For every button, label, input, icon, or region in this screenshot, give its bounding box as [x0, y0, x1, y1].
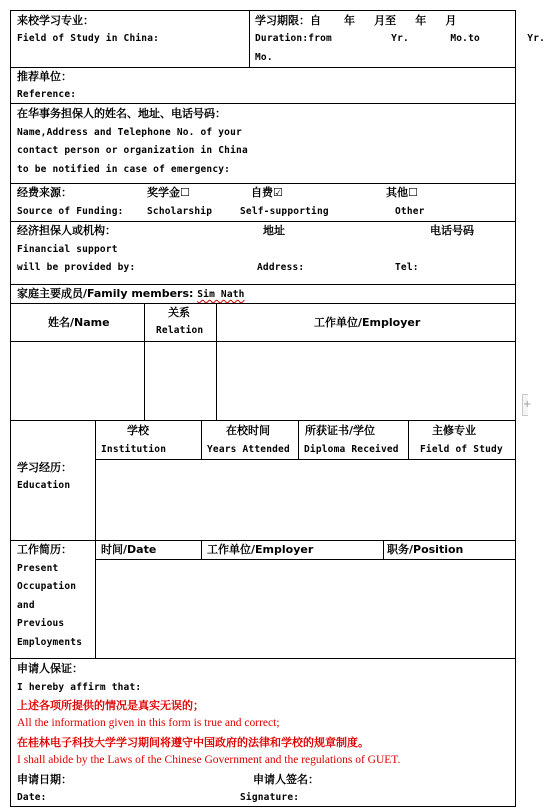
employment-col-position: 职务/Position: [387, 543, 464, 556]
duration-label-en: Duration:from Yr. Mo.to Yr.: [255, 33, 545, 44]
family-member-name: Sim Nath: [197, 289, 245, 300]
major-label-cn: 来校学习专业：: [17, 14, 94, 27]
employment-label-en-3: and: [17, 600, 35, 611]
pledge-statement-en-1: All the information given in this form is true and correct;: [17, 717, 280, 729]
signature-label-en: Signature:: [240, 792, 300, 803]
family-members-title: 家庭主要成员/Family members:: [17, 287, 194, 300]
divider: [11, 540, 515, 541]
pledge-label-en: I hereby affirm that:: [17, 682, 142, 693]
sponsor-label-en-line1: Financial support: [17, 244, 118, 255]
side-marker[interactable]: [522, 394, 532, 416]
apply-date-label-cn: 申请日期：: [17, 773, 72, 786]
education-label-en: Education: [17, 480, 71, 491]
edu-col-field-en: Field of Study: [420, 444, 503, 455]
funding-label-en: Source of Funding:: [17, 206, 124, 217]
divider: [298, 420, 299, 459]
sponsor-label-en-line2: will be provided by:: [17, 262, 136, 273]
self-supporting-checkbox[interactable]: 自费☑: [251, 186, 283, 199]
apply-date-label-en: Date:: [17, 792, 47, 803]
divider: [216, 303, 217, 420]
divider: [95, 459, 515, 460]
pledge-statement-cn-1: 上述各项所提供的情况是真实无误的；: [17, 699, 204, 712]
family-col-employer: 工作单位/Employer: [314, 316, 421, 329]
signature-label-cn: 申请人签名：: [253, 773, 319, 786]
employment-col-date: 时间/Date: [101, 543, 157, 556]
application-form: [10, 10, 545, 807]
divider: [144, 303, 145, 420]
scholarship-label: Scholarship: [147, 206, 213, 217]
employment-label-en-4: Previous: [17, 618, 65, 629]
employment-col-employer: 工作单位/Employer: [207, 543, 314, 556]
divider: [95, 420, 96, 658]
education-label-cn: 学习经历：: [17, 461, 72, 474]
divider: [201, 420, 202, 459]
contact-label-en-line2: contact person or organization in China: [17, 145, 248, 156]
edu-col-institution-cn: 学校: [127, 424, 149, 437]
divider: [383, 540, 384, 559]
divider: [11, 658, 515, 659]
major-label-en: Field of Study in China:: [17, 33, 160, 44]
scholarship-checkbox[interactable]: 奖学金☐: [147, 186, 190, 199]
pledge-statement-cn-2: 在桂林电子科技大学学习期间将遵守中国政府的法律和学校的规章制度。: [17, 736, 369, 749]
edu-col-field-cn: 主修专业: [432, 424, 476, 437]
employment-label-en-1: Present: [17, 563, 59, 574]
divider: [11, 221, 515, 222]
divider: [11, 183, 515, 184]
edu-col-institution-en: Institution: [101, 444, 167, 455]
contact-label-en-line1: Name,Address and Telephone No. of your: [17, 127, 242, 138]
divider: [11, 284, 515, 285]
other-checkbox[interactable]: 其他☐: [386, 186, 418, 199]
sponsor-address-label-cn: 地址: [263, 224, 285, 237]
employment-label-en-5: Employments: [17, 637, 83, 648]
divider: [11, 420, 515, 421]
sponsor-tel-label-en: Tel:: [395, 262, 419, 273]
divider: [95, 559, 515, 560]
edu-col-diploma-en: Diploma Received: [304, 444, 399, 455]
funding-label-cn: 经费来源：: [17, 186, 72, 199]
divider: [249, 11, 250, 67]
family-col-relation-cn: 关系: [168, 306, 190, 319]
employment-label-cn: 工作简历：: [17, 543, 72, 556]
duration-label-cn: 学习期限：自 年 月至 年 月: [255, 14, 457, 27]
edu-col-years-cn: 在校时间: [226, 424, 270, 437]
self-supporting-label: Self-supporting: [240, 206, 329, 217]
edu-col-diploma-cn: 所获证书/学位: [305, 424, 376, 437]
divider: [11, 341, 515, 342]
employment-label-en-2: Occupation: [17, 581, 77, 592]
sponsor-address-label-en: Address:: [257, 262, 305, 273]
family-col-name: 姓名/Name: [48, 316, 110, 329]
divider: [11, 67, 515, 68]
divider: [408, 420, 409, 459]
duration-label-en-month: Mo.: [255, 52, 273, 63]
divider: [11, 303, 515, 304]
sponsor-label-cn: 经济担保人或机构：: [17, 224, 116, 237]
edu-col-years-en: Years Attended: [207, 444, 290, 455]
contact-label-en-line3: to be notified in case of emergency:: [17, 164, 231, 175]
plus-icon: +: [523, 399, 532, 410]
divider: [201, 540, 202, 559]
reference-label-cn: 推荐单位：: [17, 70, 72, 83]
family-col-relation-en: Relation: [156, 325, 204, 336]
sponsor-tel-label-cn: 电话号码: [430, 224, 474, 237]
contact-label-cn: 在华事务担保人的姓名、地址、电话号码：: [17, 107, 226, 120]
pledge-statement-en-2: I shall abide by the Laws of the Chinese Government and the regulations of GUET.: [17, 754, 401, 766]
pledge-label-cn: 申请人保证：: [17, 662, 83, 675]
divider: [11, 103, 515, 104]
reference-label-en: Reference:: [17, 89, 77, 100]
family-members-label: [17, 287, 245, 301]
other-label: Other: [395, 206, 425, 217]
